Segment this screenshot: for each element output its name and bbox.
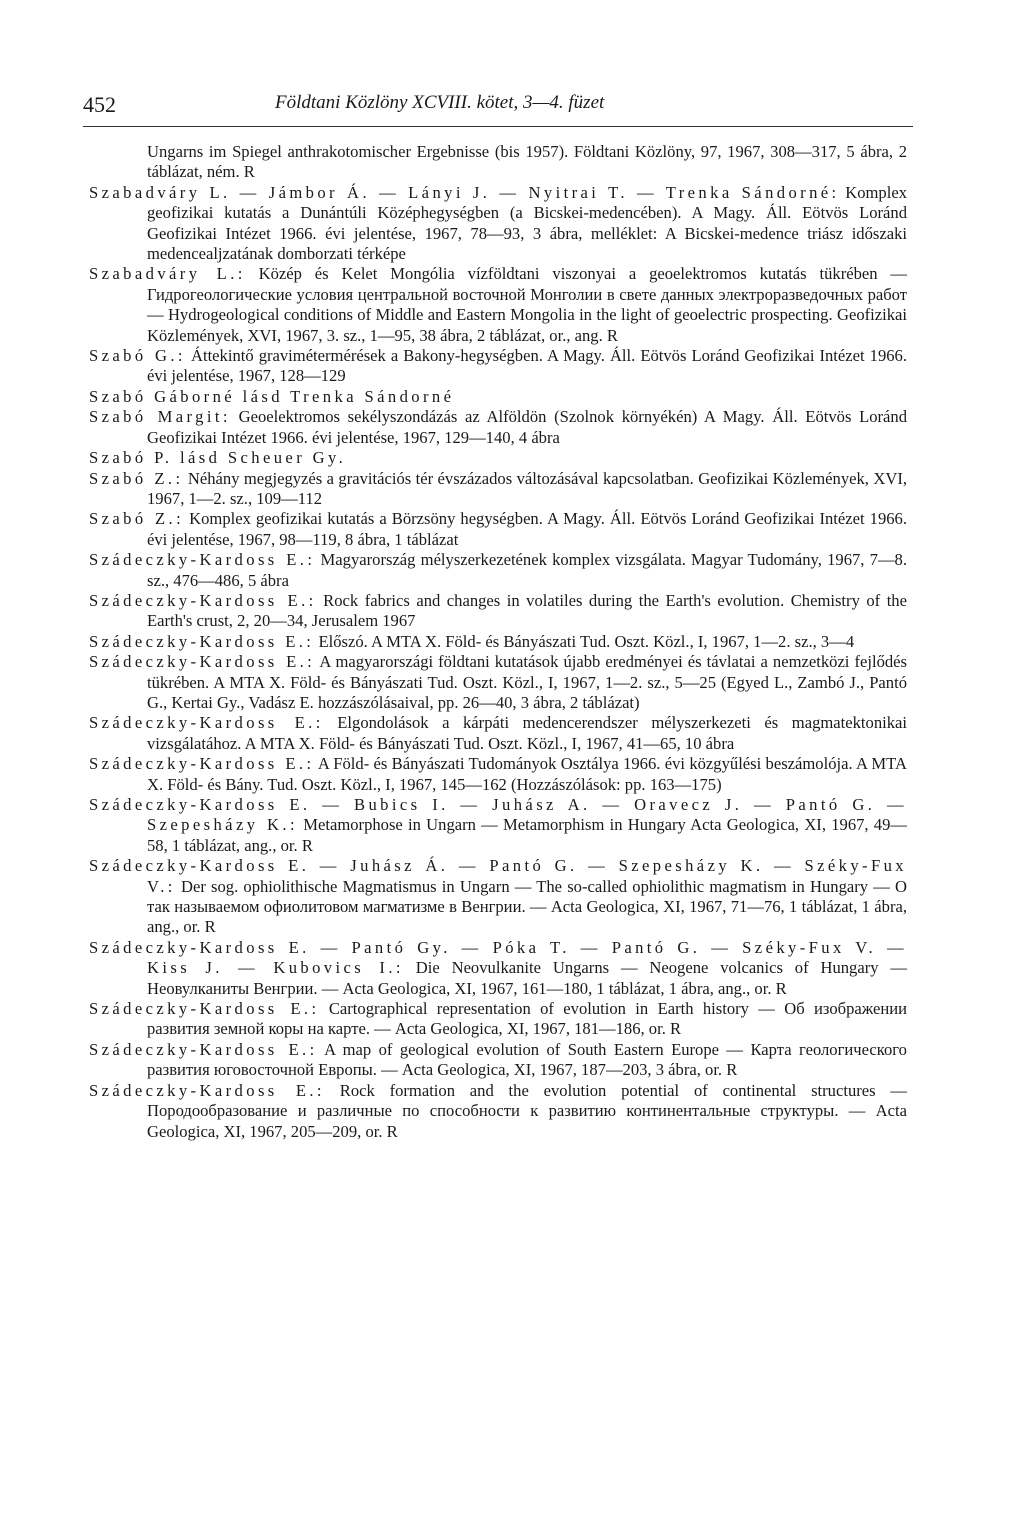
entry-text: Rock formation and the evolution potential of continental structures — Породообразование и различные по способности к развитию континентальные структуры. — Acta Geologica, XI, 1967, 205—209, or. R <box>147 1080 907 1141</box>
bibliography-entry <box>89 1081 907 1142</box>
entry-authors: Szádeczky-Kardoss E.: <box>89 999 320 1019</box>
entry-text: Komplex geofizikai kutatás a Börzsöny hegységben. A Magy. Áll. Eötvös Loránd Geofizikai Intézet 1966. évi jelentése, 1967, 98—119, 8 ábra, 1 táblázat <box>147 509 907 549</box>
entry-text: Rock fabrics and changes in volatiles during the Earth's evolution. Chemistry of the Earth's crust, 2, 20—34, Jerusalem 1967 <box>147 590 907 631</box>
entry-authors: Szabadváry L. — Jámbor Á. — Lányi J. — Nyitrai T. — Trenka Sándorné: <box>89 182 840 202</box>
entry-authors: Szádeczky-Kardoss E.: <box>89 590 317 610</box>
entry-text: Néhány megjegyzés a gravitációs tér évszázados változásával kapcsolatban. Geofizikai Közlemények, XVI, 1967, 1—2. sz., 109—112 <box>147 468 907 508</box>
bibliography-entry <box>89 264 907 346</box>
entry-authors: Szabó G.: <box>89 346 186 366</box>
entry-text: Elgondolások a kárpáti medencerendszer mélyszerkezeti és magmatektonikai vizsgálatához. A MTA X. Föld- és Bányászati Tud. Oszt. Közl., I, 1967, 41—65, 10 ábra <box>147 713 907 753</box>
entry-authors: Szabó Margit: <box>89 407 231 427</box>
entry-text: Cartographical representation of evolution in Earth history — Об изображении развития земной коры на карте. — Acta Geologica, XI, 1967, 181—186, or. R <box>147 999 907 1039</box>
entry-text: Geoelektromos sekélyszondázás az Alföldön (Szolnok környékén) A Magy. Áll. Eötvös Loránd Geofizikai Intézet 1966. évi jelentése, 1967, 129—140, 4 ábra <box>147 407 908 447</box>
entry-text: Die Neovulkanite Ungarns — Neogene volcanics of Hungary — Неовулканиты Венгрии. — Acta Geologica, XI, 1967, 161—180, 1 táblázat, 1 ábra, ang., or. R <box>147 958 907 998</box>
entry-authors: Szabó P. <box>89 448 173 468</box>
entry-text: lásd Scheuer Gy. <box>172 448 347 468</box>
entry-authors: Szádeczky-Kardoss E.: <box>89 713 324 733</box>
bibliography-entry <box>89 448 907 468</box>
entry-text: A Föld- és Bányászati Tudományok Osztálya 1966. évi közgyűlési beszámolója. A MTA X. Föld- és Bány. Tud. Oszt. Közl., I, 1967, 145—162 (Hozzászólások: pp. 163—175) <box>147 754 907 794</box>
entry-text: Komplex geofizikai kutatás a Dunántúli Középhegységben (a Bicskei-medencében). A Magy. Áll. Eötvös Loránd Geofizikai Intézet 1966. évi jelentése, 1967, 78—93, 3 ábra, melléklet: A Bicskei-medence triász időszaki medencealjzatának domborzati térképe <box>147 182 908 264</box>
entry-authors: Szádeczky-Kardoss E. — Pantó Gy. — Póka T. — Pantó G. — Széky-Fux V. — Kiss J. — Kubovics I.: <box>89 937 907 978</box>
bibliography-entry <box>89 632 907 652</box>
bibliography-entry <box>89 754 907 795</box>
entry-authors: Szádeczky-Kardoss E. — Juhász Á. — Pantó G. — Szepesházy K. — Széky-Fux V.: <box>89 856 907 896</box>
entry-text: lásd Trenka Sándorné <box>235 386 455 406</box>
running-title: Földtani Közlöny XCVIII. kötet, 3—4. füzet <box>275 92 605 113</box>
entry-authors: Szádeczky-Kardoss E.: <box>89 652 316 672</box>
entry-authors: Szádeczky-Kardoss E.: <box>89 550 316 570</box>
entry-authors: Szabó Z.: <box>89 509 185 529</box>
bibliography-entry <box>89 509 907 550</box>
entry-text: Előszó. A MTA X. Föld- és Bányászati Tud. Oszt. Közl., I, 1967, 1—2. sz., 3—4 <box>314 631 855 651</box>
entry-authors: Szádeczky-Kardoss E.: <box>89 631 315 651</box>
entry-text: A map of geological evolution of South Eastern Europe — Карта геологического развития юговосточной Европы. — Acta Geologica, XI, 1967, 187—203, 3 ábra, or. R <box>147 1039 907 1080</box>
bibliography-entry <box>89 591 907 632</box>
bibliography-entry <box>89 346 907 387</box>
entry-text: Áttekintő gravimétermérések a Bakony-hegységben. A Magy. Áll. Eötvös Loránd Geofizikai Intézet 1966. évi jelentése, 1967, 128—129 <box>147 346 907 386</box>
bibliography-entry <box>89 795 907 856</box>
entry-text: Ungarns im Spiegel anthrakotomischer Ergebnisse (bis 1957). Földtani Közlöny, 97, 1967, 308—317, 5 ábra, 2 táblázat, ném. R <box>147 142 907 182</box>
entry-text: A magyarországi földtani kutatások újabb eredményei és távlatai a nemzetközi fejlődés tükrében. A MTA X. Föld- és Bányászati Tud. Oszt. Közl., I, 1967, 1—2. sz., 5—25 (Egyed L., Zambó J., Pantó G., Kertai Gy., Vadász E. hozzászólásaival, pp. 26—40, 3 ábra, 2 táblázat) <box>147 652 907 712</box>
entry-authors: Szádeczky-Kardoss E.: <box>89 1039 318 1059</box>
page-number: 452 <box>83 92 116 117</box>
entry-authors: Szádeczky-Kardoss E.: <box>89 754 315 774</box>
bibliography-entry <box>89 713 907 754</box>
bibliography-entry <box>89 1040 907 1081</box>
bibliography-entry <box>89 469 907 510</box>
bibliography-entry <box>89 142 907 183</box>
entry-authors: Szádeczky-Kardoss E.: <box>89 1080 325 1100</box>
entry-text: Közép és Kelet Mongólia vízföldtani viszonyai a geoelektromos kutatás tükrében — Гидрогеологические условия центральной восточной Монголии в свете данных электроразведочных работ — Hydrogeological conditions of Middle and Eastern Mongolia in the light of geoelectric prospecting. Geofizikai Közlemények, XVI, 1967, 3. sz., 1—95, 38 ábra, 2 táblázat, or., ang. R <box>147 264 907 345</box>
bibliography-entry <box>89 183 907 265</box>
bibliography-entry <box>89 856 907 938</box>
entry-authors: Szabadváry L.: <box>89 264 246 284</box>
bibliography-entry <box>89 407 907 448</box>
entry-authors: Szabó Z.: <box>89 468 184 488</box>
entry-authors: Szabó Gáborné <box>89 386 236 406</box>
bibliography-entry <box>89 938 907 999</box>
entry-authors: Szádeczky-Kardoss E. — Bubics I. — Juhász A. — Oravecz J. — Pantó G. — Szepesházy K.: <box>89 795 907 835</box>
bibliography-list <box>89 142 907 1142</box>
bibliography-entry <box>89 999 907 1040</box>
entry-text: Metamorphose in Ungarn — Metamorphism in Hungary Acta Geologica, XI, 1967, 49—58, 1 táblázat, ang., or. R <box>147 815 907 855</box>
bibliography-entry <box>89 550 907 591</box>
bibliography-entry <box>89 652 907 713</box>
entry-text: Magyarország mélyszerkezetének komplex vizsgálata. Magyar Tudomány, 1967, 7—8. sz., 476—486, 5 ábra <box>147 550 907 590</box>
bibliography-entry <box>89 387 907 407</box>
page-header <box>83 90 913 127</box>
entry-text: Der sog. ophiolithische Magmatismus in Ungarn — The so-called ophiolithic magmatism in Hungary — О так называемом офиолитовом магматизме в Венгрии. — Acta Geologica, XI, 1967, 71—76, 1 táblázat, 1 ábra, ang., or. R <box>147 876 907 937</box>
